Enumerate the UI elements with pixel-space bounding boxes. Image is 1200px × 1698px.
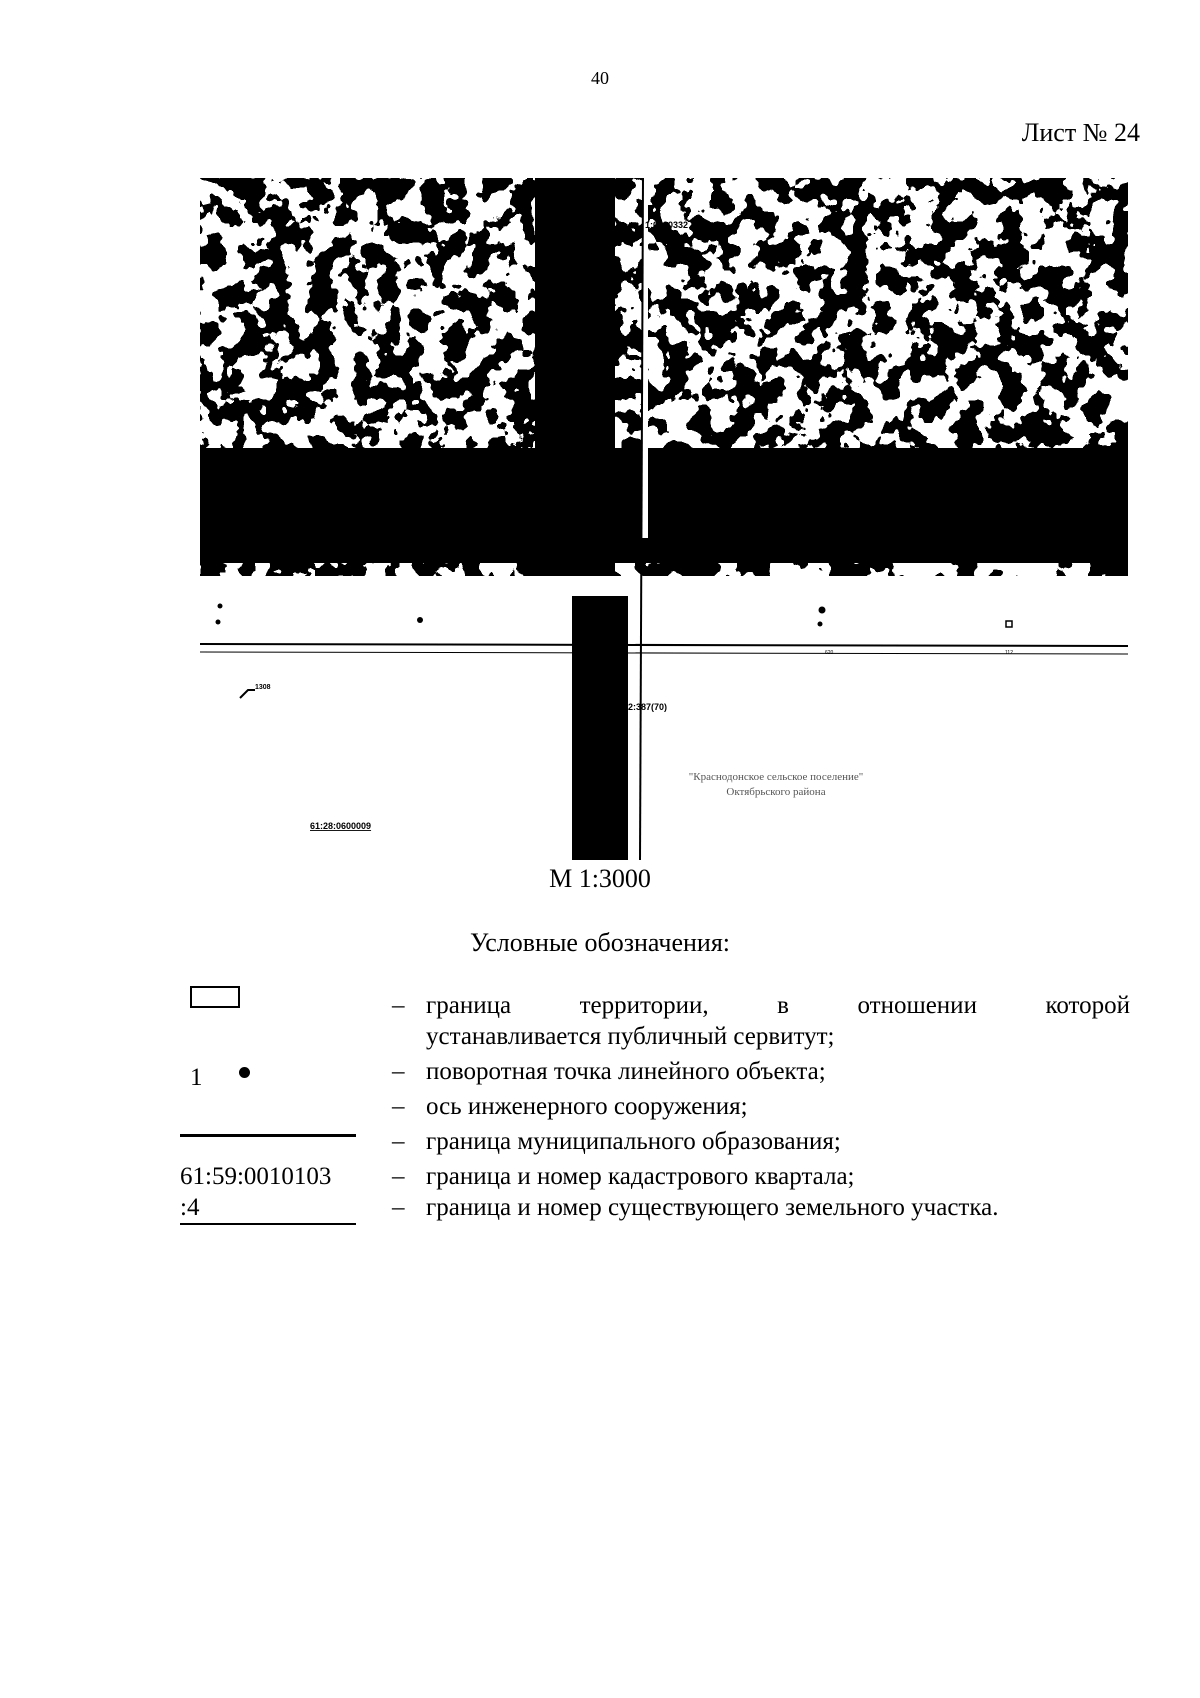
label-mark-1: 620 [825, 650, 834, 656]
legend-text: – граница территории, в отношении которой [426, 992, 1130, 1019]
municipal-boundary-symbol [180, 1134, 356, 1137]
point-dot-icon [239, 1067, 250, 1078]
aerial-imagery [200, 178, 1128, 578]
cadastral-number-symbol [180, 1161, 356, 1225]
quarter-boundary [200, 652, 1128, 654]
legend-row-axis [180, 1091, 1130, 1122]
legend-row-turning-point [180, 1056, 1130, 1091]
label-mark-2: 112 [1005, 650, 1013, 656]
label-point: 1308 [255, 684, 271, 691]
legend-text: – граница муниципального образования; [390, 1126, 1130, 1157]
road-corridor [200, 576, 1128, 642]
legend-text: устанавливается публичный сервитут; [426, 1023, 835, 1050]
cadastral-map [200, 178, 1128, 860]
legend-row-municipal [180, 1126, 1130, 1157]
legend-text: – граница и номер кадастрового квартала; [390, 1161, 1130, 1192]
legend-text: – поворотная точка линейного объекта; [390, 1056, 1130, 1087]
sheet-label: Лист № 24 [1021, 118, 1140, 147]
cadastral-number-line1: 61:59:0010103 [180, 1163, 332, 1190]
turning-point-symbol [190, 1062, 356, 1093]
point-number: 1 [190, 1064, 203, 1091]
label-settlement-1: "Краснодонское сельское поселение" [688, 771, 864, 783]
map-image [200, 178, 1128, 860]
label-cadastral-quarter: 61:28:0600009 [310, 821, 372, 831]
legend-text: – ось инженерного сооружения; [390, 1091, 1130, 1122]
page-number: 40 [591, 68, 609, 88]
legend-title: Условные обозначения: [469, 928, 731, 957]
leader-line [240, 690, 255, 698]
label-parcel-top: 1:0030332 [645, 220, 689, 230]
legend [180, 990, 1130, 1223]
legend-row-cadastral [180, 1161, 1130, 1223]
label-parcel-mid: 2:387(70) [628, 702, 668, 712]
legend-text: – граница и номер существующего земельного участка. [390, 1192, 1130, 1223]
map-scale: М 1:3000 [549, 864, 651, 893]
label-settlement-2: Октябрьского района [726, 786, 826, 798]
servitude-strip [572, 596, 628, 860]
municipal-boundary [200, 644, 1128, 646]
servitude-boundary-symbol [190, 986, 240, 1008]
cadastral-number-line2: :4 [180, 1192, 356, 1225]
legend-row-servitude [180, 990, 1130, 1052]
